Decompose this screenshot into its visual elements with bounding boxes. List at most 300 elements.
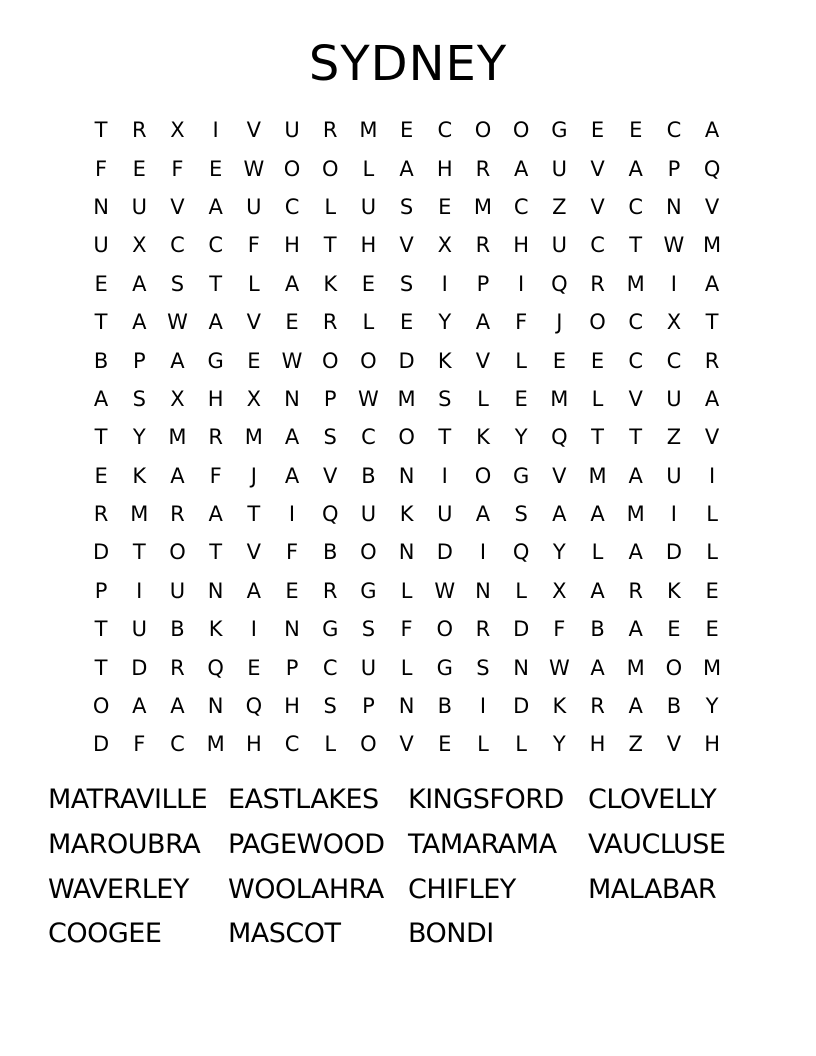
word-list-row [48,823,788,868]
grid-letter: R [93,502,109,527]
grid-letter: C [666,348,682,373]
grid-letter: Q [207,655,224,680]
grid-letter: E [94,463,108,488]
grid-letter: R [475,156,491,181]
grid-letter: T [629,425,643,450]
grid-letter: E [94,271,108,296]
grid-letter: U [131,194,147,219]
grid-letter: W [281,348,303,373]
grid-letter: T [209,540,223,565]
grid-letter: H [245,732,262,757]
grid-letter: J [250,463,257,488]
grid-letter: T [94,118,108,143]
grid-letter: A [170,463,185,488]
grid-letter: A [475,310,491,335]
grid-letter: V [666,732,682,757]
grid-letter: L [591,540,604,565]
grid-letter: P [362,694,375,719]
grid-letter: L [400,655,413,680]
grid-letter: N [398,694,415,719]
grid-letter: A [170,694,185,719]
grid-letter: I [479,694,487,719]
grid-letter: L [515,732,527,757]
grid-letter: E [209,156,223,181]
grid-letter: N [398,463,415,488]
grid-letter: V [704,194,720,219]
grid-letter: R [628,578,644,603]
word-list-row [48,912,788,957]
grid-row [82,188,732,226]
grid-letter: O [360,540,377,565]
search-word: CHIFLEY [408,873,516,905]
grid-letter: S [323,425,337,450]
search-word: COOGEE [48,918,162,950]
grid-letter: P [285,655,299,680]
grid-letter: M [130,502,149,527]
grid-letter: S [361,617,376,642]
grid-letter: M [359,118,378,143]
grid-letter: H [704,732,720,757]
grid-letter: H [589,732,606,757]
grid-letter: U [666,386,682,411]
grid-letter: M [206,732,225,757]
grid-letter: S [399,194,414,219]
grid-letter: U [246,194,262,219]
grid-letter: R [170,655,185,680]
grid-letter: O [360,348,377,373]
search-word: EASTLAKES [228,784,379,816]
grid-letter: D [131,655,148,680]
grid-letter: G [551,118,568,143]
grid-letter: V [704,425,720,450]
grid-letter: O [589,310,606,335]
grid-letter: E [629,118,643,143]
grid-letter: I [212,118,219,143]
grid-letter: F [171,156,184,181]
grid-letter: E [552,348,566,373]
grid-letter: M [703,655,722,680]
grid-letter: I [441,463,448,488]
grid-letter: N [666,194,682,219]
grid-letter: N [93,194,109,219]
grid-letter: U [551,233,568,258]
grid-letter: V [399,233,414,258]
grid-letter: T [94,425,108,450]
search-word: WAVERLEY [48,873,189,905]
grid-letter: C [284,194,300,219]
grid-letter: E [361,271,376,296]
grid-letter: K [552,694,567,719]
grid-row [82,572,732,610]
grid-letter: C [628,310,644,335]
grid-letter: T [94,617,108,642]
grid-letter: K [132,463,147,488]
grid-letter: U [93,233,109,258]
grid-letter: Z [666,425,682,450]
grid-letter: A [170,348,185,373]
word-list-row [48,778,788,823]
grid-letter: Y [552,732,566,757]
grid-letter: W [663,233,685,258]
grid-letter: T [247,502,261,527]
grid-letter: X [132,233,147,258]
grid-row [82,380,732,418]
grid-letter: R [208,425,223,450]
grid-letter: O [665,655,683,680]
grid-letter: R [475,233,491,258]
grid-row [82,341,732,379]
grid-letter: E [590,348,605,373]
grid-letter: D [665,540,682,565]
grid-letter: A [704,271,720,296]
grid-letter: Q [321,502,339,527]
grid-letter: X [437,233,452,258]
grid-letter: V [246,310,262,335]
grid-letter: V [552,463,567,488]
grid-letter: L [400,578,413,603]
grid-row [82,418,732,456]
grid-letter: E [247,655,261,680]
grid-letter: W [434,578,456,603]
grid-letter: R [170,502,185,527]
grid-letter: U [360,655,377,680]
grid-letter: A [399,156,414,181]
grid-letter: C [361,425,376,450]
grid-letter: I [518,271,525,296]
grid-row [82,610,732,648]
grid-letter: O [398,425,415,450]
page-title: SYDNEY [308,36,508,92]
grid-letter: C [513,194,529,219]
grid-letter: U [360,502,377,527]
grid-row [82,495,732,533]
grid-letter: E [667,617,681,642]
grid-letter: A [208,310,223,335]
grid-letter: E [514,386,528,411]
grid-letter: T [629,233,643,258]
search-word: MAROUBRA [48,829,201,861]
grid-letter: E [247,348,261,373]
grid-letter: A [628,617,643,642]
grid-letter: F [247,233,260,258]
grid-letter: F [400,617,413,642]
search-word: MATRAVILLE [48,784,208,816]
grid-letter: E [285,578,299,603]
grid-letter: I [250,617,257,642]
grid-letter: N [207,578,224,603]
search-word: BONDI [408,918,494,950]
grid-letter: H [284,694,300,719]
grid-letter: N [284,617,300,642]
grid-letter: X [170,386,185,411]
grid-letter: V [323,463,338,488]
grid-letter: C [208,233,223,258]
grid-letter: T [94,310,108,335]
grid-letter: M [626,502,645,527]
grid-letter: A [513,156,529,181]
word-list [48,778,788,957]
grid-letter: K [399,502,414,527]
grid-row [82,687,732,725]
grid-letter: T [132,540,146,565]
grid-letter: U [284,118,300,143]
grid-letter: S [132,386,146,411]
grid-row [82,265,732,303]
grid-letter: U [551,156,568,181]
grid-row [82,149,732,187]
grid-letter: N [475,578,491,603]
grid-row [82,457,732,495]
grid-letter: E [705,578,719,603]
search-word: WOOLAHRA [228,873,384,905]
grid-letter: D [513,617,530,642]
grid-letter: U [666,463,682,488]
grid-letter: M [588,463,607,488]
grid-letter: L [515,348,527,373]
grid-letter: R [131,118,147,143]
grid-letter: T [209,271,223,296]
grid-letter: G [436,655,453,680]
grid-letter: O [474,118,492,143]
grid-letter: E [590,118,605,143]
grid-letter: M [626,655,645,680]
grid-letter: H [436,156,453,181]
grid-letter: L [706,502,718,527]
grid-letter: I [136,578,143,603]
word-list-row [48,867,788,912]
grid-letter: L [324,194,337,219]
grid-letter: A [208,194,223,219]
grid-letter: G [207,348,224,373]
grid-letter: V [246,118,262,143]
letter-grid [82,111,732,764]
grid-letter: A [704,386,720,411]
search-word: PAGEWOOD [228,829,385,861]
grid-row [82,303,732,341]
grid-letter: M [473,194,493,219]
grid-letter: V [170,194,185,219]
grid-letter: A [246,578,262,603]
grid-row [82,226,732,264]
grid-letter: I [708,463,716,488]
grid-letter: L [706,540,718,565]
grid-letter: E [399,118,414,143]
grid-letter: V [590,194,605,219]
grid-letter: O [283,156,301,181]
grid-letter: B [666,694,682,719]
grid-letter: C [322,655,338,680]
grid-letter: L [362,310,375,335]
grid-letter: M [550,386,569,411]
grid-letter: R [475,617,491,642]
grid-letter: E [285,310,299,335]
grid-letter: B [437,694,452,719]
grid-letter: L [477,732,489,757]
grid-letter: O [512,118,530,143]
grid-letter: M [703,233,722,258]
grid-letter: O [321,348,339,373]
grid-letter: X [246,386,262,411]
grid-letter: L [477,386,489,411]
grid-letter: Q [512,540,530,565]
grid-letter: O [321,156,339,181]
grid-letter: N [207,694,224,719]
grid-letter: T [323,233,337,258]
grid-letter: Y [552,540,566,565]
grid-letter: N [398,540,415,565]
grid-letter: B [590,617,605,642]
grid-letter: F [285,540,299,565]
grid-letter: V [590,156,605,181]
grid-letter: M [397,386,416,411]
grid-letter: C [590,233,605,258]
grid-letter: R [322,310,338,335]
grid-letter: O [92,694,110,719]
grid-letter: G [360,578,377,603]
grid-letter: T [705,310,719,335]
grid-letter: A [208,502,223,527]
grid-letter: H [513,233,530,258]
grid-letter: C [437,118,453,143]
grid-letter: H [207,386,224,411]
grid-row [82,111,732,149]
grid-letter: I [479,540,487,565]
grid-letter: P [323,386,337,411]
grid-letter: M [626,271,645,296]
grid-letter: P [132,348,146,373]
grid-letter: H [360,233,377,258]
grid-letter: T [94,655,108,680]
grid-letter: L [515,578,527,603]
grid-letter: Z [552,194,567,219]
grid-letter: Z [628,732,643,757]
grid-letter: C [666,118,682,143]
grid-letter: A [704,118,720,143]
grid-row [82,533,732,571]
search-word: CLOVELLY [588,784,717,816]
grid-letter: G [513,463,530,488]
grid-letter: L [324,732,337,757]
grid-letter: I [670,502,677,527]
grid-letter: A [284,271,300,296]
grid-letter: R [590,271,605,296]
grid-letter: P [667,156,681,181]
grid-letter: C [170,732,185,757]
grid-letter: U [169,578,186,603]
grid-letter: O [474,463,492,488]
grid-letter: A [93,386,109,411]
grid-letter: A [590,578,605,603]
grid-letter: P [476,271,490,296]
grid-letter: D [93,540,110,565]
grid-letter: A [475,502,491,527]
grid-letter: L [591,386,604,411]
grid-letter: V [399,732,414,757]
grid-letter: L [247,271,260,296]
search-word: VAUCLUSE [588,829,726,861]
grid-letter: B [323,540,338,565]
grid-letter: T [438,425,452,450]
grid-letter: U [360,194,377,219]
grid-letter: G [322,617,339,642]
grid-letter: V [475,348,491,373]
grid-letter: H [284,233,300,258]
grid-letter: A [628,156,643,181]
grid-letter: Q [551,271,568,296]
grid-letter: Y [132,425,146,450]
grid-letter: N [513,655,530,680]
grid-letter: X [666,310,682,335]
grid-letter: R [322,578,338,603]
grid-letter: S [323,694,337,719]
grid-letter: U [437,502,453,527]
grid-letter: A [590,655,605,680]
grid-letter: S [399,271,414,296]
grid-letter: U [131,617,147,642]
grid-letter: E [132,156,146,181]
grid-letter: W [167,310,188,335]
grid-letter: A [284,463,300,488]
grid-letter: D [436,540,453,565]
grid-letter: E [438,732,452,757]
grid-letter: P [94,578,108,603]
grid-letter: Y [438,310,452,335]
grid-letter: Y [514,425,528,450]
grid-letter: O [169,540,186,565]
grid-letter: E [705,617,719,642]
search-word: MASCOT [228,918,341,950]
grid-letter: S [170,271,185,296]
grid-letter: F [209,463,222,488]
grid-letter: N [284,386,300,411]
grid-letter: K [476,425,490,450]
grid-letter: D [93,732,110,757]
grid-letter: C [170,233,185,258]
grid-letter: T [591,425,604,450]
grid-letter: X [552,578,567,603]
grid-letter: C [284,732,300,757]
grid-letter: V [628,386,643,411]
grid-letter: R [322,118,338,143]
grid-letter: F [95,156,108,181]
grid-letter: W [358,386,379,411]
grid-letter: Q [703,156,721,181]
grid-row [82,648,732,686]
search-word: TAMARAMA [408,829,557,861]
grid-letter: M [168,425,187,450]
grid-letter: S [514,502,528,527]
grid-letter: E [399,310,414,335]
grid-letter: A [628,540,643,565]
grid-letter: S [438,386,452,411]
grid-letter: A [552,502,567,527]
grid-letter: O [360,732,377,757]
grid-letter: V [246,540,262,565]
grid-letter: E [438,194,452,219]
grid-letter: B [93,348,109,373]
grid-letter: W [548,655,570,680]
grid-letter: K [323,271,338,296]
grid-letter: F [553,617,566,642]
grid-letter: B [170,617,185,642]
grid-letter: K [437,348,452,373]
grid-letter: J [556,310,563,335]
grid-letter: M [244,425,263,450]
grid-letter: C [628,348,644,373]
grid-letter: D [398,348,415,373]
grid-letter: D [513,694,530,719]
grid-letter: Q [245,694,263,719]
